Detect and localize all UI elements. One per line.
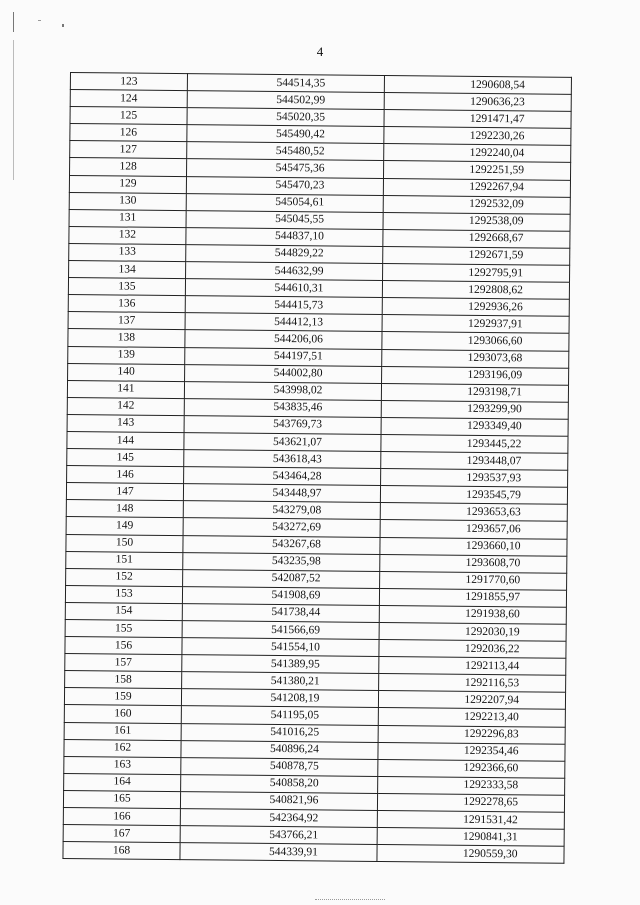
y-coordinate-cell: 1292036,22 [379, 640, 566, 659]
point-number-cell: 124 [70, 90, 187, 108]
point-number-cell: 163 [64, 756, 181, 774]
x-coordinate-cell: 543835,46 [184, 398, 381, 417]
x-coordinate-cell: 541208,19 [181, 689, 378, 708]
point-number-cell: 138 [68, 329, 185, 347]
x-coordinate-cell: 543464,28 [184, 467, 381, 486]
y-coordinate-cell: 1290636,23 [384, 93, 571, 112]
point-number-cell: 155 [65, 619, 182, 637]
table-row [63, 842, 564, 864]
x-coordinate-cell: 543769,73 [184, 415, 381, 434]
coordinates-table [62, 72, 572, 864]
x-coordinate-cell: 544610,31 [185, 279, 382, 298]
x-coordinate-cell: 541566,69 [182, 621, 379, 640]
y-coordinate-cell: 1292267,94 [383, 178, 570, 197]
y-coordinate-cell: 1292213,40 [378, 708, 565, 727]
x-coordinate-cell: 541738,44 [182, 604, 379, 623]
point-number-cell: 127 [70, 141, 187, 159]
x-coordinate-cell: 545020,35 [187, 108, 384, 127]
y-coordinate-cell: 1291471,47 [384, 110, 571, 129]
x-coordinate-cell: 544002,80 [185, 364, 382, 383]
x-coordinate-cell: 545045,55 [186, 210, 383, 229]
y-coordinate-cell: 1293299,90 [381, 400, 568, 419]
y-coordinate-cell: 1292278,65 [377, 793, 564, 812]
x-coordinate-cell: 544206,06 [185, 330, 382, 349]
point-number-cell: 162 [64, 739, 181, 757]
point-number-cell: 137 [68, 312, 185, 330]
x-coordinate-cell: 540896,24 [181, 740, 378, 759]
page-number: 4 [316, 44, 324, 59]
point-number-cell: 135 [68, 278, 185, 296]
scan-artifact [13, 40, 14, 180]
point-number-cell: 129 [69, 175, 186, 193]
y-coordinate-cell: 1292366,60 [378, 759, 565, 778]
y-coordinate-cell: 1292251,59 [383, 161, 570, 180]
y-coordinate-cell: 1292113,44 [379, 657, 566, 676]
x-coordinate-cell: 541908,69 [182, 586, 379, 605]
x-coordinate-cell: 545054,61 [186, 193, 383, 212]
x-coordinate-cell: 542087,52 [183, 569, 380, 588]
y-coordinate-cell: 1292668,67 [383, 229, 570, 248]
x-coordinate-cell: 541195,05 [181, 706, 378, 725]
x-coordinate-cell: 541554,10 [182, 638, 379, 657]
point-number-cell: 131 [69, 209, 186, 227]
y-coordinate-cell: 1292795,91 [383, 264, 570, 283]
point-number-cell: 123 [70, 73, 187, 91]
x-coordinate-cell: 544632,99 [186, 262, 383, 281]
y-coordinate-cell: 1291531,42 [377, 811, 564, 830]
y-coordinate-cell: 1290608,54 [384, 76, 571, 95]
point-number-cell: 151 [66, 551, 183, 569]
y-coordinate-cell: 1293448,07 [381, 452, 568, 471]
point-number-cell: 130 [69, 192, 186, 210]
x-coordinate-cell: 543279,08 [183, 501, 380, 520]
x-coordinate-cell: 543621,07 [184, 433, 381, 452]
y-coordinate-cell: 1292240,04 [384, 144, 571, 163]
point-number-cell: 139 [68, 346, 185, 364]
x-coordinate-cell: 544339,91 [180, 843, 377, 862]
y-coordinate-cell: 1292354,46 [378, 742, 565, 761]
point-number-cell: 166 [63, 808, 180, 826]
x-coordinate-cell: 543618,43 [184, 450, 381, 469]
x-coordinate-cell: 545480,52 [187, 142, 384, 161]
x-coordinate-cell: 545475,36 [187, 159, 384, 178]
y-coordinate-cell: 1293537,93 [381, 469, 568, 488]
y-coordinate-cell: 1293657,06 [380, 520, 567, 539]
x-coordinate-cell: 544412,13 [185, 313, 382, 332]
x-coordinate-cell: 544197,51 [185, 347, 382, 366]
y-coordinate-cell: 1292937,91 [382, 315, 569, 334]
point-number-cell: 153 [65, 585, 182, 603]
y-coordinate-cell: 1292207,94 [378, 691, 565, 710]
x-coordinate-cell: 543448,97 [183, 484, 380, 503]
y-coordinate-cell: 1293349,40 [381, 417, 568, 436]
point-number-cell: 148 [66, 500, 183, 518]
x-coordinate-cell: 544837,10 [186, 227, 383, 246]
y-coordinate-cell: 1293445,22 [381, 434, 568, 453]
point-number-cell: 158 [65, 671, 182, 689]
x-coordinate-cell: 543267,68 [183, 535, 380, 554]
point-number-cell: 136 [68, 295, 185, 313]
x-coordinate-cell: 540858,20 [181, 774, 378, 793]
point-number-cell: 144 [67, 431, 184, 449]
point-number-cell: 150 [66, 534, 183, 552]
point-number-cell: 126 [70, 124, 187, 142]
point-number-cell: 133 [69, 243, 186, 261]
scan-artifact [315, 899, 385, 900]
y-coordinate-cell: 1293198,71 [381, 383, 568, 402]
point-number-cell: 140 [68, 363, 185, 381]
y-coordinate-cell: 1292936,26 [382, 298, 569, 317]
x-coordinate-cell: 541389,95 [182, 655, 379, 674]
y-coordinate-cell: 1293066,60 [382, 332, 569, 351]
y-coordinate-cell: 1292230,26 [384, 127, 571, 146]
point-number-cell: 149 [66, 517, 183, 535]
y-coordinate-cell: 1290559,30 [377, 845, 564, 864]
x-coordinate-cell: 540878,75 [181, 757, 378, 776]
y-coordinate-cell: 1293608,70 [380, 554, 567, 573]
point-number-cell: 157 [65, 654, 182, 672]
x-coordinate-cell: 543272,69 [183, 518, 380, 537]
point-number-cell: 167 [63, 825, 180, 843]
x-coordinate-cell: 541016,25 [181, 723, 378, 742]
y-coordinate-cell: 1293653,63 [380, 503, 567, 522]
point-number-cell: 165 [63, 790, 180, 808]
scan-artifact [62, 24, 64, 27]
scan-artifact [38, 20, 41, 21]
point-number-cell: 164 [64, 773, 181, 791]
y-coordinate-cell: 1293545,79 [380, 486, 567, 505]
x-coordinate-cell: 543235,98 [183, 552, 380, 571]
y-coordinate-cell: 1291938,60 [379, 605, 566, 624]
scan-artifact [13, 12, 14, 32]
x-coordinate-cell: 545470,23 [186, 176, 383, 195]
point-number-cell: 156 [65, 637, 182, 655]
point-number-cell: 147 [66, 483, 183, 501]
point-number-cell: 146 [67, 466, 184, 484]
x-coordinate-cell: 545490,42 [187, 125, 384, 144]
point-number-cell: 143 [67, 414, 184, 432]
point-number-cell: 134 [69, 261, 186, 279]
x-coordinate-cell: 544415,73 [185, 296, 382, 315]
point-number-cell: 168 [63, 842, 180, 860]
coordinates-table-body [63, 73, 572, 864]
point-number-cell: 142 [67, 397, 184, 415]
point-number-cell: 161 [64, 722, 181, 740]
x-coordinate-cell: 544514,35 [187, 74, 384, 93]
y-coordinate-cell: 1292030,19 [379, 622, 566, 641]
point-number-cell: 154 [65, 602, 182, 620]
y-coordinate-cell: 1293196,09 [382, 366, 569, 385]
x-coordinate-cell: 542364,92 [180, 809, 377, 828]
x-coordinate-cell: 543766,21 [180, 826, 377, 845]
point-number-cell: 141 [67, 380, 184, 398]
point-number-cell: 152 [66, 568, 183, 586]
point-number-cell: 160 [64, 705, 181, 723]
y-coordinate-cell: 1292671,59 [383, 246, 570, 265]
y-coordinate-cell: 1292333,58 [378, 776, 565, 795]
point-number-cell: 159 [64, 688, 181, 706]
y-coordinate-cell: 1293660,10 [380, 537, 567, 556]
y-coordinate-cell: 1292296,83 [378, 725, 565, 744]
y-coordinate-cell: 1290841,31 [377, 828, 564, 847]
y-coordinate-cell: 1291770,60 [380, 571, 567, 590]
y-coordinate-cell: 1292808,62 [382, 281, 569, 300]
y-coordinate-cell: 1293073,68 [382, 349, 569, 368]
x-coordinate-cell: 544829,22 [186, 245, 383, 264]
y-coordinate-cell: 1292538,09 [383, 212, 570, 231]
point-number-cell: 132 [69, 226, 186, 244]
y-coordinate-cell: 1292116,53 [379, 674, 566, 693]
point-number-cell: 145 [67, 449, 184, 467]
point-number-cell: 128 [70, 158, 187, 176]
y-coordinate-cell: 1291855,97 [379, 588, 566, 607]
y-coordinate-cell: 1292532,09 [383, 195, 570, 214]
x-coordinate-cell: 540821,96 [180, 792, 377, 811]
x-coordinate-cell: 543998,02 [184, 381, 381, 400]
x-coordinate-cell: 544502,99 [187, 91, 384, 110]
x-coordinate-cell: 541380,21 [182, 672, 379, 691]
point-number-cell: 125 [70, 107, 187, 125]
